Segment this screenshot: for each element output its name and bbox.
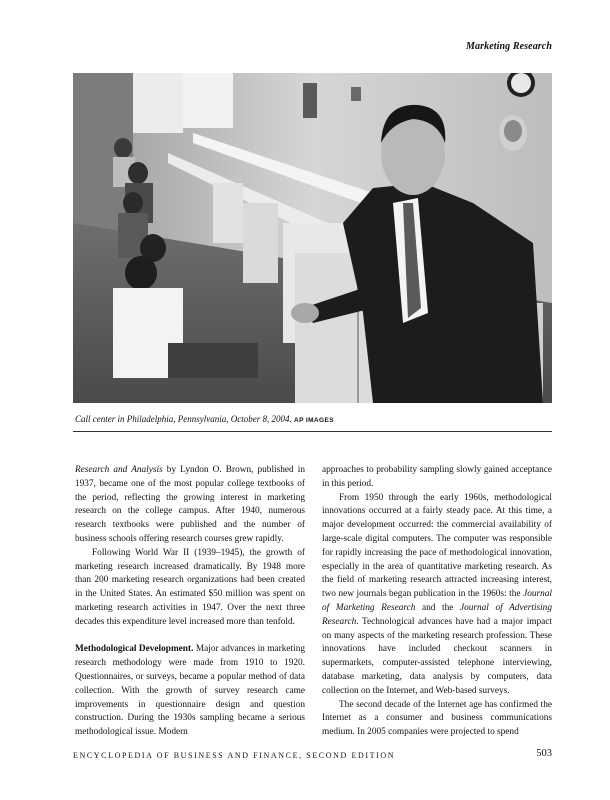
book-title: Research and Analysis [75, 465, 163, 475]
journal-title: Journal of Advertising Research [322, 602, 552, 627]
caption-rule [73, 431, 552, 432]
journal-title: Journal of Marketing Research [322, 589, 552, 613]
figure-caption [75, 414, 552, 424]
wall-poster [303, 83, 317, 118]
photo-credit: AP IMAGES [293, 417, 334, 424]
section-heading: Methodological Development. [75, 644, 194, 655]
left-column [75, 464, 305, 740]
right-column [322, 464, 552, 740]
page-number: 503 [536, 748, 552, 759]
paragraph: Research and Analysis by Lyndon O. Brown, published in 1937, became one of the most popular college textbooks of the period, reflecting the growing interest in marketing research on the college campus. After 1940, numerous research textbooks were published and the number of business schools offering research courses grew rapidly. [75, 465, 305, 544]
footer-book-title: ENCYCLOPEDIA OF BUSINESS AND FINANCE, SECOND EDITION [73, 751, 396, 760]
paragraph: approaches to probability sampling slowly gained acceptance in this period. [322, 465, 552, 489]
call-center-photo [73, 73, 552, 403]
paragraph: The second decade of the Internet age has confirmed the Internet as a consumer and business communications medium. In 2005 companies were projected to spend [322, 699, 552, 738]
paragraph: Methodological Development. Major advances in marketing research methodology were made from 1910 to 1920. Questionnaires, or surveys, became a popular method of data collection. With the growth of survey research came improvements in questionnaire design and question construction. During the 1930s sampling became a serious methodological issue. Modern [75, 644, 305, 738]
running-head: Marketing Research [466, 41, 552, 52]
paragraph: Following World War II (1939–1945), the growth of marketing research increased dramatically. By 1948 more than 200 marketing research organizations had been created in the United States. An estimated $50 million was spent on marketing research activities in 1947. Over the next three decades this expenditure level increased more than tenfold. [75, 547, 305, 627]
paragraph: From 1950 through the early 1960s, methodological innovations occurred at a fairly steady pace. At this time, a major development occurred: the commercial availability of large-scale digital computers. The computer was responsible for rapidly increasing the pace of methodological innovation, especially in the area of quantitative marketing research. As the field of marketing research attracted increasing interest, two new journals began publication in the 1960s: the Journal of Marketing Research and the Journal of Advertising Research. Technological advances have had a major impact on many aspects of the marketing research profession. These innovations have included checkout scanners in supermarkets, computer-assisted telephone interviewing, database marketing, data analysis by computers, data collection on the Internet, and Web-based surveys. [322, 492, 552, 696]
caption-text: Call center in Philadelphia, Pennsylvania, October 8, 2004. [75, 414, 292, 424]
